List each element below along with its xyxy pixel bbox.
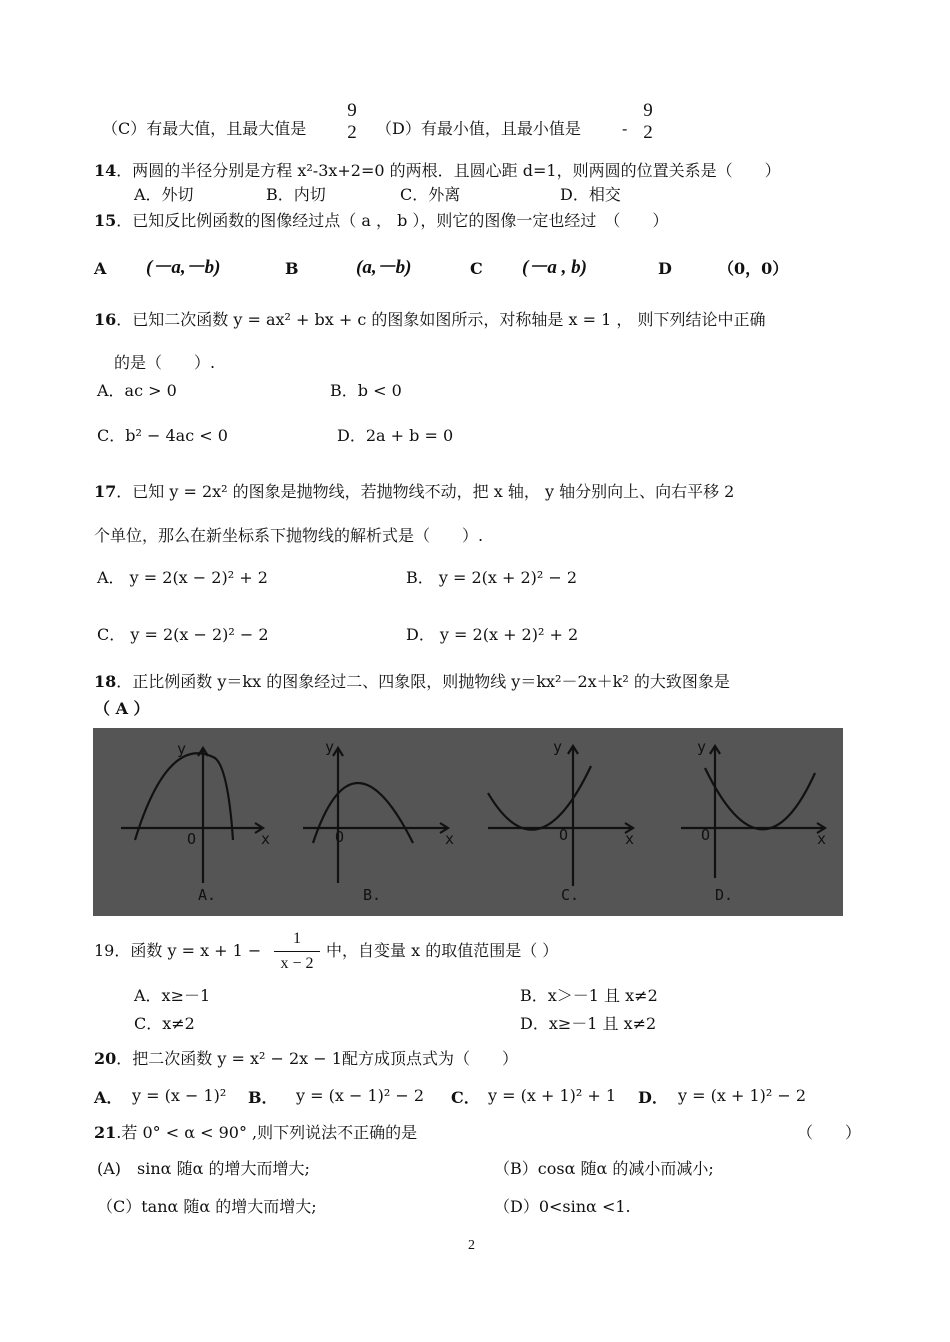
q15-option-d-value: （0，0）: [718, 259, 789, 278]
q20-option-b-value: y = (x − 1)² − 2: [296, 1086, 425, 1105]
q14-option-d: D．相交: [560, 185, 621, 204]
q13-option-d-sign: -: [622, 119, 628, 138]
q15-option-b-label: B: [285, 259, 299, 278]
q13-d-numerator: 9: [643, 100, 653, 121]
graph-b-parabola: [313, 783, 413, 843]
page-number: 2: [468, 1238, 475, 1253]
q20-option-c-label: C．: [451, 1088, 480, 1107]
graph-d-caption: D.: [715, 886, 734, 904]
q21-number: 21: [94, 1123, 117, 1142]
graph-d: [681, 746, 825, 878]
q16-option-a: A．ac > 0: [97, 381, 177, 400]
q13-c-denominator: 2: [347, 122, 357, 143]
graph-c-origin: O: [559, 826, 569, 844]
graph-c-x-label: x: [625, 830, 635, 848]
q16-stem-line2: 的是（ ）.: [114, 353, 216, 372]
q18-stem: [94, 671, 730, 693]
graph-d-x-label: x: [817, 830, 827, 848]
q18-answer: （ A ）: [94, 699, 150, 718]
q20-text: ．把二次函数 y = x² − 2x − 1配方成顶点式为（ ）: [116, 1049, 518, 1068]
q13-option-d: （D）有最小值，且最小值是: [376, 119, 581, 138]
q14-number: 14: [94, 161, 117, 180]
q18-number: 18: [94, 672, 117, 691]
q18-graph-figure: [93, 728, 843, 916]
q14-option-c: C．外离: [400, 185, 461, 204]
q16-number: 16: [94, 310, 117, 329]
q15-option-c-value: (－a , b): [522, 257, 587, 278]
graph-c-y-label: y: [553, 738, 563, 756]
q19-fraction-denominator: x − 2: [280, 955, 314, 972]
q20-option-c-value: y = (x + 1)² + 1: [488, 1086, 617, 1105]
q13-d-denominator: 2: [643, 122, 653, 143]
q20-number: 20: [94, 1049, 117, 1068]
q17-number: 17: [94, 482, 117, 501]
q21-answer-paren: （ ）: [797, 1123, 862, 1142]
q20-option-a-value: y = (x − 1)²: [132, 1086, 227, 1105]
graph-c-caption: C.: [561, 886, 580, 904]
q15-option-a-label: A: [94, 259, 107, 278]
q19-stem-suffix: 中，自变量 x 的取值范围是（ ）: [326, 941, 559, 960]
q17-option-c: C． y = 2(x − 2)² − 2: [97, 625, 269, 644]
q20-stem: [94, 1048, 518, 1070]
q13-option-c-fraction: [342, 100, 362, 144]
q21-option-d: （D）0<sinα <1.: [494, 1197, 631, 1216]
graph-a-x-label: x: [261, 830, 271, 848]
q15-option-c-label: C: [470, 259, 483, 278]
q14-option-b: B．内切: [266, 185, 326, 204]
q21-text: .若 0° < α < 90° ,则下列说法不正确的是: [116, 1123, 418, 1142]
q15-number: 15: [94, 211, 117, 230]
q15-option-a-value: (－a,－b): [146, 257, 221, 278]
graph-d-y-label: y: [697, 738, 707, 756]
q20-option-a-label: A．: [94, 1088, 123, 1107]
q17-stem: [94, 481, 734, 503]
graph-d-origin: O: [701, 826, 711, 844]
graph-a-y-label: y: [177, 740, 187, 758]
graph-b-x-label: x: [445, 830, 455, 848]
graph-b-origin: O: [335, 828, 345, 846]
q16-option-d: D．2a + b = 0: [337, 426, 454, 445]
q16-text: ．已知二次函数 y = ax² + bx + c 的图象如图所示，对称轴是 x = 1 ， 则下列结论中正确: [116, 310, 766, 329]
q19-fraction: [274, 927, 320, 976]
graph-a: [121, 748, 263, 883]
q14-option-a: A．外切: [134, 185, 194, 204]
graph-d-parabola: [705, 768, 815, 829]
q20-option-d-label: D．: [638, 1088, 668, 1107]
q21-option-a: (A) sinα 随α 的增大而增大;: [97, 1159, 310, 1178]
q16-stem: [94, 309, 765, 331]
q19-option-a: A．x≥－1: [134, 986, 211, 1005]
q15-stem: [94, 210, 668, 232]
q15-option-b-value: (a,－b): [356, 257, 412, 278]
graph-a-caption: A.: [198, 886, 217, 904]
q15-option-d-label: D: [658, 259, 672, 278]
graph-a-origin: O: [187, 830, 197, 848]
q13-option-c: （C）有最大值，且最大值是: [102, 119, 307, 138]
q20-option-d-value: y = (x + 1)² − 2: [678, 1086, 807, 1105]
q14-stem: [94, 160, 781, 182]
graph-c-parabola: [488, 766, 591, 830]
q17-option-d: D． y = 2(x + 2)² + 2: [406, 625, 579, 644]
graph-b-y-label: y: [325, 738, 335, 756]
q19-stem-prefix: 19．函数 y = x + 1 −: [94, 941, 262, 960]
q17-stem-line2: 个单位，那么在新坐标系下抛物线的解析式是（ ）.: [94, 526, 484, 545]
q19-option-b: B．x＞－1 且 x≠2: [520, 986, 658, 1005]
q13-c-numerator: 9: [347, 100, 357, 121]
q17-text: ．已知 y = 2x² 的图象是抛物线，若抛物线不动，把 x 轴， y 轴分别向上、向右平移 2: [116, 482, 735, 501]
q16-option-b: B．b < 0: [330, 381, 402, 400]
q17-option-a: A． y = 2(x − 2)² + 2: [97, 568, 268, 587]
q21-option-b: （B）cosα 随α 的减小而减小;: [494, 1159, 714, 1178]
q17-option-b: B． y = 2(x + 2)² − 2: [406, 568, 578, 587]
q15-text: ．已知反比例函数的图像经过点（ a ， b ），则它的图像一定也经过 （ ）: [116, 211, 669, 230]
q20-option-b-label: B．: [248, 1088, 278, 1107]
q16-option-c: C．b² − 4ac < 0: [97, 426, 228, 445]
q21-option-c: （C）tanα 随α 的增大而增大;: [97, 1197, 317, 1216]
q21-stem: [94, 1122, 417, 1144]
q18-graphs-svg: [93, 728, 843, 916]
q18-text: ．正比例函数 y＝kx 的图象经过二、四象限，则抛物线 y＝kx²－2x＋k² 的大致图象是: [116, 672, 730, 691]
graph-c: [488, 746, 633, 886]
q14-text: ．两圆的半径分别是方程 x²-3x+2=0 的两根．且圆心距 d=1，则两圆的位置关系是（ ）: [116, 161, 781, 180]
q19-fraction-numerator: 1: [274, 927, 320, 952]
q19-option-c: C．x≠2: [134, 1014, 195, 1033]
q13-option-d-fraction: [638, 100, 658, 144]
graph-b-caption: B.: [363, 886, 382, 904]
graph-b: [303, 748, 448, 883]
q19-option-d: D．x≥－1 且 x≠2: [520, 1014, 657, 1033]
